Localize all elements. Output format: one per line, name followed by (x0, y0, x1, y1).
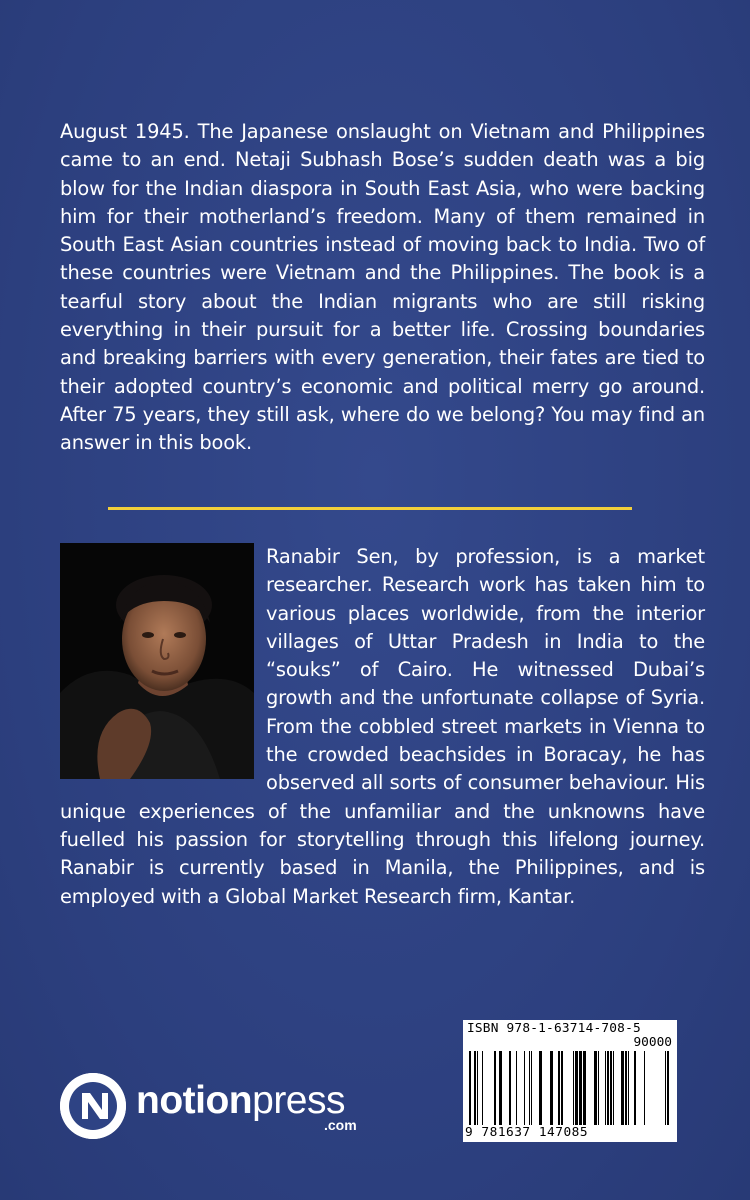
back-cover-blurb: August 1945. The Japanese onslaught on Vietnam and Philippines came to an end. Netaji Subhash Bose’s sudden death was a big blow for the Indian diaspora in South East Asia, who were backing him for their motherland’s freedom. Many of them remained in South East Asian countries instead of moving back to India. Two of these countries were Vietnam and the Philippines. The book is a tearful story about the Indian migrants who are still risking everything in their pursuit for a better life. Crossing boundaries and breaking barriers with every generation, their fates are tied to their adopted country’s economic and political merry go around. After 75 years, they still ask, where do we belong? You may find an answer in this book. (60, 120, 705, 455)
barcode-bar (494, 1051, 496, 1125)
barcode-bar (509, 1051, 511, 1125)
barcode-bar (529, 1051, 530, 1125)
notionpress-n-icon (60, 1073, 126, 1139)
barcode-bar (516, 1051, 517, 1125)
barcode-bar (469, 1051, 471, 1125)
barcode-bar (613, 1051, 614, 1125)
barcode-bar (499, 1051, 502, 1125)
publisher-name-light: press (252, 1079, 345, 1122)
barcode-bar (628, 1051, 629, 1125)
barcode-bar (667, 1051, 669, 1125)
publisher-name-bold: notion (136, 1079, 253, 1122)
barcode-bar (598, 1051, 599, 1125)
barcode-bar (474, 1051, 476, 1125)
barcode-bars (469, 1051, 671, 1125)
barcode-bar (531, 1051, 532, 1125)
barcode-bar (558, 1051, 560, 1125)
barcode-bar (550, 1051, 553, 1125)
author-section (60, 543, 705, 911)
isbn-barcode (463, 1020, 677, 1142)
barcode-bar (561, 1051, 563, 1125)
barcode-bar (524, 1051, 525, 1125)
barcode-bar (579, 1051, 582, 1125)
publisher-logo (60, 1073, 380, 1143)
barcode-bar (634, 1051, 636, 1125)
barcode-bar (621, 1051, 624, 1125)
barcode-bar (573, 1051, 574, 1125)
author-photo (60, 543, 254, 779)
barcode-bar (583, 1051, 586, 1125)
barcode-bar (477, 1051, 478, 1125)
barcode-bar (610, 1051, 612, 1125)
barcode-bar (625, 1051, 627, 1125)
barcode-bar (607, 1051, 609, 1125)
barcode-bar (539, 1051, 542, 1125)
isbn-number: ISBN 978-1-63714-708-5 (467, 1021, 641, 1036)
barcode-bar (644, 1051, 645, 1125)
author-bio: Ranabir Sen, by profession, is a market researcher. Research work has taken him to various places worldwide, from the interior villages of Uttar Pradesh in India to the “souks” of Cairo. He witnessed Dubai’s growth and the unfortunate collapse of Syria. From the cobbled street markets in Vienna to the crowded beachsides in Boracay, he has observed all sorts of consumer behaviour. His unique experiences of the unfamiliar and the unknowns have fuelled his passion for storytelling through this lifelong journey. Ranabir is currently based in Manila, the Philippines, and is employed with a Global Market Research firm, Kantar. (60, 545, 705, 908)
barcode-digits: 9 781637 147085 (465, 1125, 589, 1140)
barcode-bar (605, 1051, 606, 1125)
barcode-bar (594, 1051, 597, 1125)
publisher-name (136, 1079, 345, 1123)
publisher-domain: .com (324, 1117, 357, 1133)
barcode-bar (482, 1051, 483, 1125)
yellow-divider (108, 507, 632, 510)
price-code: 90000 (633, 1035, 672, 1050)
barcode-bar (665, 1051, 666, 1125)
barcode-bar (575, 1051, 578, 1125)
